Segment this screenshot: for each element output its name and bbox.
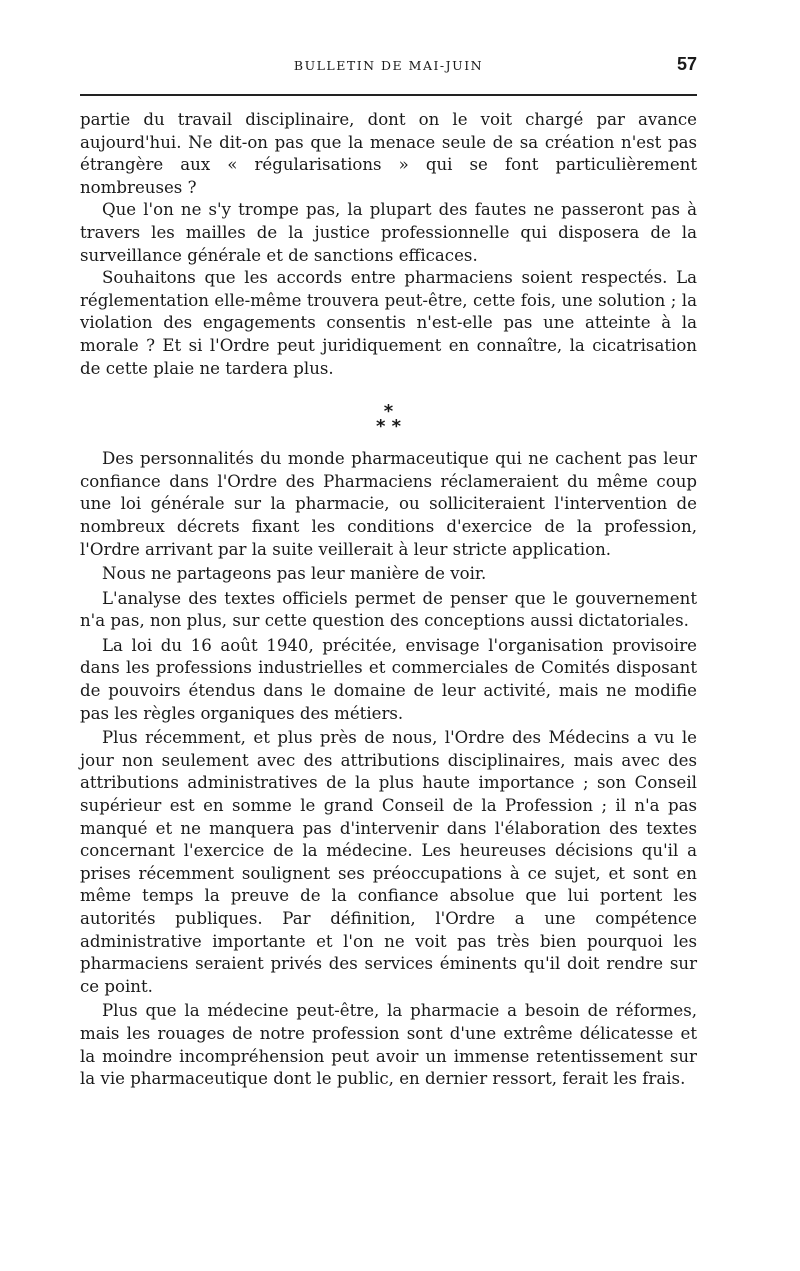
body-text xyxy=(80,109,697,1091)
section-separator xyxy=(80,401,697,438)
paragraph-5: Nous ne partageons pas leur manière de voir. xyxy=(102,564,487,584)
paragraph-4: Des personnalités du monde pharmaceutique qui ne cachent pas leur confiance dans l'Ordre des Pharmaciens réclameraient du même coup une loi générale sur la pharmacie, ou solliciteraient l'intervention de nombreux décrets fixant les conditions d'exercice de la profession, l'Ordre arrivant par la suite veillerait à leur stricte application. xyxy=(80,449,697,559)
header-rule xyxy=(80,94,697,96)
paragraph-1: partie du travail disciplinaire, dont on le voit chargé par avance aujourd'hui. Ne dit-on pas que la menace seule de sa création n'est pas étrangère aux « régularisations » qui se font particulièrement nombreuses ? xyxy=(80,110,697,197)
paragraph-8: Plus récemment, et plus près de nous, l'Ordre des Médecins a vu le jour non seulement avec des attributions disciplinaires, mais avec des attributions administratives de la plus haute importance ; son Conseil supérieur est en somme le grand Conseil de la Profession ; il n'a pas manqué et ne manquera pas d'intervenir dans l'élaboration des textes concernant l'exercice de la médecine. Les heureuses décisions qu'il a prises récemment soulignent ses préoccupations à ce sujet, et sont en même temps la preuve de la confiance absolue que lui portent les autorités publiques. Par définition, l'Ordre a une compétence administrative importante et l'on ne voit pas très bien pourquoi les pharmaciens seraient privés des services éminents qu'il doit rendre sur ce point. xyxy=(80,728,697,996)
paragraph-9: Plus que la médecine peut-être, la pharmacie a besoin de réformes, mais les rouages de notre profession sont d'une extrême délicatesse et la moindre incompréhension peut avoir un immense retentissement sur la vie pharmaceutique dont le public, en dernier ressort, ferait les frais. xyxy=(80,1001,697,1089)
page-number: 57 xyxy=(676,54,697,74)
paragraph-3: Souhaitons que les accords entre pharmaciens soient respectés. La réglementation elle-même trouvera peut-être, cette fois, une solution ; la violation des engagements consentis n'est-elle pas une atteinte à la morale ? Et si l'Ordre peut juridiquement en connaître, la cicatrisation de cette plaie ne tardera plus. xyxy=(80,268,697,378)
separator-star-top: * xyxy=(383,401,394,423)
paragraph-7: La loi du 16 août 1940, précitée, envisage l'organisation provisoire dans les professions industrielles et commerciales de Comités disposant de pouvoirs étendus dans le domaine de leur activité, mais ne modifie pas les règles organiques des métiers. xyxy=(80,635,697,723)
running-head: BULLETIN DE MAI-JUIN xyxy=(293,58,484,73)
page-header xyxy=(80,52,697,82)
separator-stars-bottom: * * xyxy=(375,416,402,438)
paragraph-6: L'analyse des textes officiels permet de penser que le gouvernement n'a pas, non plus, sur cette question des conceptions aussi dictatoriales. xyxy=(80,588,697,631)
paragraph-2: Que l'on ne s'y trompe pas, la plupart des fautes ne passeront pas à travers les mailles de la justice professionnelle qui disposera de la surveillance générale et de sanctions efficaces. xyxy=(80,200,697,265)
